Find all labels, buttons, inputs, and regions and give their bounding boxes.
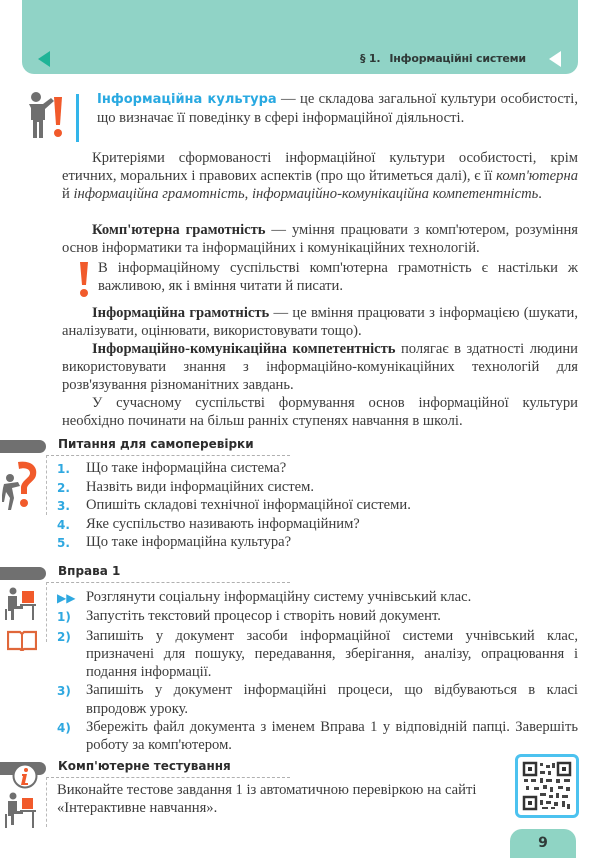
paragraph-computer-literacy xyxy=(62,221,578,257)
definition-information-culture xyxy=(97,90,578,127)
section-tab-marker xyxy=(0,567,46,580)
self-check-title: Питання для самоперевірки xyxy=(58,437,254,451)
exercise-intro-text: Розглянути соціальну інформаційну систему учнівський клас. xyxy=(86,589,472,605)
question-item xyxy=(57,460,557,479)
term-computer-literacy: Комп'ютерна грамотність xyxy=(92,222,266,238)
next-page-arrow-icon[interactable] xyxy=(549,51,561,67)
step-number: 3) xyxy=(57,684,71,699)
question-text: Що таке інформаційна система? xyxy=(86,460,287,476)
separator: , xyxy=(244,186,252,202)
paragraph-text: Критеріями сформованості інформаційної культури особистості, крім етичних, моральних і правових аспектів (про що йтиметься далі), є її xyxy=(62,150,578,184)
exercise-step xyxy=(57,627,578,682)
step-text: Збережіть файл документа з іменем Вправа 1 у відповідній папці. Завершіть роботу за комп'ютером. xyxy=(86,719,578,754)
section-divider xyxy=(46,455,290,456)
question-text: Назвіть види інформаційних систем. xyxy=(86,478,315,495)
exercise-step xyxy=(57,718,578,755)
section-number: § 1. xyxy=(360,52,381,65)
section-tab-marker xyxy=(0,440,46,453)
term-information-culture: Інформаційна культура xyxy=(97,92,277,107)
term-ict-competence: Інформаційно-комунікаційна компетентність xyxy=(92,341,396,357)
question-text: Опишіть складові технічної інформаційної системи. xyxy=(86,497,411,514)
qr-code[interactable] xyxy=(515,754,579,818)
exercise-steps xyxy=(57,588,578,755)
testing-title: Комп'ютерне тестування xyxy=(58,759,231,773)
paragraph-criteria xyxy=(62,149,578,203)
section-name: Інформаційні системи xyxy=(389,52,526,65)
paragraph-text: — уміння працювати з комп'ютером, розуміння основ інформатики та інформаційних і комунікаційних технологій. xyxy=(62,222,578,256)
self-check-question-list xyxy=(57,460,557,553)
question-text: Яке суспільство називають інформаційним? xyxy=(86,515,360,532)
exclamation-icon xyxy=(78,262,90,298)
section-vertical-divider xyxy=(46,582,47,642)
exercise-step xyxy=(57,607,578,626)
italic-term: інформаційна грамотність xyxy=(73,186,245,202)
italic-term: інформаційно-комунікаційна компетентність xyxy=(251,186,539,202)
person-exclamation-icon xyxy=(26,91,70,141)
question-item xyxy=(57,497,557,516)
exercise-step xyxy=(57,681,578,718)
student-at-computer-icon xyxy=(4,587,36,621)
qr-code-icon xyxy=(518,757,576,815)
section-divider xyxy=(46,777,290,778)
info-icon xyxy=(12,763,38,789)
page-number: 9 xyxy=(510,829,576,858)
testing-instructions: Виконайте тестове завдання 1 із автоматичною перевіркою на сайті «Інтерактивне навчання». xyxy=(57,782,477,816)
paragraph-ict-competence xyxy=(62,340,578,394)
question-item xyxy=(57,516,557,535)
paragraph-text: полягає в здатності людини використовувати знання з інформаційно-комунікаційних технологій для розв'язування різноманітних завдань. xyxy=(62,341,578,393)
double-arrow-icon: ▶▶ xyxy=(57,591,76,605)
question-number: 1. xyxy=(57,462,70,476)
note-accent-bar xyxy=(76,94,79,142)
paragraph-text: — це вміння працювати з інформацією (шукати, аналізувати, оцінювати, використовувати тощо). xyxy=(62,305,578,339)
person-question-icon xyxy=(2,460,40,510)
question-number: 3. xyxy=(57,499,70,514)
italic-term: комп'ютерна xyxy=(496,168,578,184)
term-information-literacy: Інформаційна грамотність xyxy=(92,305,270,321)
step-text: Запишіть у документ інформаційні процеси, що відбуваються в класі впродовж уроку. xyxy=(86,682,578,717)
section-divider xyxy=(46,582,290,583)
question-number: 2. xyxy=(57,480,70,495)
step-text: Запустіть текстовий процесор і створіть новий документ. xyxy=(86,608,441,625)
exercise-title: Вправа 1 xyxy=(58,564,121,578)
book-icon xyxy=(7,629,37,651)
question-number: 4. xyxy=(57,517,70,532)
exercise-intro xyxy=(57,588,578,607)
previous-page-arrow-icon[interactable] xyxy=(38,51,50,67)
step-number: 2) xyxy=(57,629,71,644)
question-text: Що таке інформаційна культура? xyxy=(86,534,292,551)
paragraph-text: У сучасному суспільстві формування основ інформаційної культури необхідно починати на більш ранніх ступенях навчання в школі. xyxy=(62,395,578,429)
conjunction: й xyxy=(62,186,74,202)
step-number: 1) xyxy=(57,610,71,625)
question-item xyxy=(57,534,557,553)
period: . xyxy=(538,186,542,202)
paragraph-modern-society xyxy=(62,394,578,430)
definition-text: — це складова загальної культури особистості, що визначає її поведінку в сфері інформаційної діяльності. xyxy=(97,91,578,126)
student-at-computer-icon xyxy=(4,792,36,830)
section-vertical-divider xyxy=(46,777,47,827)
section-vertical-divider xyxy=(46,455,47,515)
section-title xyxy=(360,52,526,65)
important-note: В інформаційному суспільстві комп'ютерна грамотність є настільки ж важливою, як і вміння читати й писати. xyxy=(98,260,578,294)
paragraph-information-literacy xyxy=(62,304,578,340)
step-text: Запишіть у документ засоби інформаційної системи учнівський клас, призначені для пошуку, передавання, зберігання, аналізу, опрацювання і подання інформації. xyxy=(86,627,578,681)
step-number: 4) xyxy=(57,721,71,736)
question-number: 5. xyxy=(57,536,70,551)
question-item xyxy=(57,479,557,498)
